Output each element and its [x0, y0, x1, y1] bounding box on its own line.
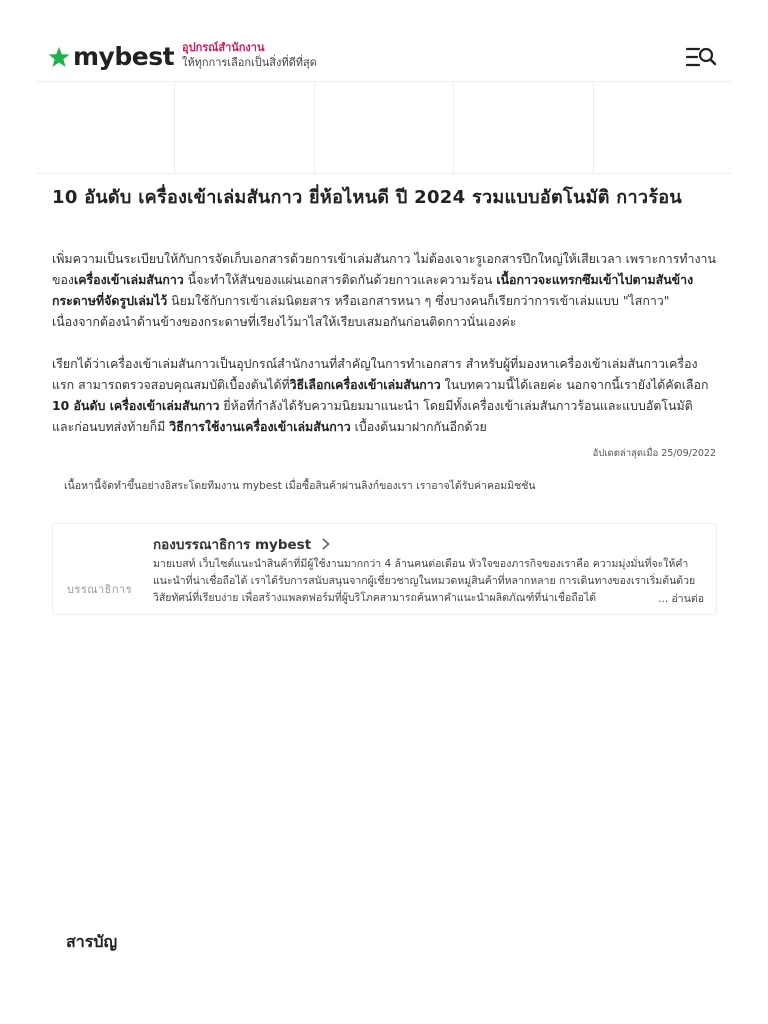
category-tagline: ให้ทุกการเลือกเป็นสิ่งที่ดีที่สุด — [182, 56, 317, 69]
intro-text: ในบทความนี้ได้เลยค่ะ นอกจากนี้เรายังได้คัดเลือก — [440, 377, 709, 392]
intro-paragraph-1 — [52, 248, 718, 332]
category-name[interactable]: อุปกรณ์สำนักงาน — [182, 41, 265, 54]
editor-name: กองบรรณาธิการ mybest — [153, 537, 312, 553]
logo-text: mybest — [73, 42, 175, 71]
intro-text: เรียกได้ว่าเครื่องเข้าเล่มสันกาวเป็นอุปกรณ์สำนักงานที่สำคัญในการทำเอกสาร สำหรับผู้ที่มองหาเครื่องเข้าเล่มสันกาวเครื่องแรก สามารถตรวจสอบคุณสมบัติเบื้องต้นได้ที่ — [52, 356, 698, 392]
intro-text: ยี่ห้อที่กำลังได้รับความนิยมมาแนะนำ โดยมีทั้งเครื่องเข้าเล่มสันกาวร้อนและแบบอัตโนมัติ และก่อนบทส่งท้ายก็มี — [52, 398, 693, 434]
category-block[interactable] — [182, 40, 317, 70]
nav-cell[interactable] — [594, 82, 732, 173]
nav-cell[interactable] — [175, 82, 314, 173]
intro-link-how-to-use[interactable]: วิธีการใช้งานเครื่องเข้าเล่มสันกาว — [169, 419, 351, 434]
article-title: 10 อันดับ เครื่องเข้าเล่มสันกาว ยี่ห้อไหนดี ปี 2024 รวมแบบอัตโนมัติ กาวร้อน — [52, 187, 682, 208]
table-of-contents-title: สารบัญ — [66, 932, 118, 951]
intro-paragraph-2 — [52, 353, 718, 437]
nav-cell[interactable] — [36, 82, 175, 173]
intro-link-ranking[interactable]: 10 อันดับ เครื่องเข้าเล่มสันกาว — [52, 398, 220, 413]
intro-text: นิยมใช้กับการเข้าเล่มนิตยสาร หรือเอกสารหนา ๆ ซึ่งบางคนก็เรียกว่าการเข้าเล่มแบบ "ไสกาว" เนื่องจากต้องนำด้านข้างของกระดาษที่เรียงไว้มาไสให้เรียบเสมอกันก่อนติดกาวนั่นเองค่ะ — [52, 293, 670, 329]
editor-description: มายเบสท์ เว็บไซต์แนะนำสินค้าที่มีผู้ใช้งานมากกว่า 4 ล้านคนต่อเดือน หัวใจของภารกิจของเราคือ ความมุ่งมั่นที่จะให้คำแนะนำที่น่าเชื่อถือได้ เราได้รับการสนับสนุนจากผู้เชี่ยวชาญในหมวดหมู่สินค้าที่หลากหลาย การเดินทางของเราเริ่มต้นด้วยวิสัยทัศน์ที่เรียบง่าย เพื่อสร้างแพลตฟอร์มที่ผู้บริโภคสามารถค้นหาคำแนะนำผลิตภัณฑ์ที่น่าเชื่อถือได้ — [153, 558, 696, 604]
updated-date: อัปเดตล่าสุดเมื่อ 25/09/2022 — [592, 448, 716, 459]
intro-text: นี้จะทำให้สันของแผ่นเอกสารติดกันด้วยกาวและความร้อน — [183, 272, 497, 287]
read-more-link[interactable]: ... อ่านต่อ — [638, 590, 704, 607]
intro-link-how-to-choose[interactable]: วิธีเลือกเครื่องเข้าเล่มสันกาว — [289, 377, 441, 392]
affiliate-disclaimer: เนื้อหานี้จัดทำขึ้นอย่างอิสระโดยทีมงาน mybest เมื่อซื้อสินค้าผ่านลิงก์ของเรา เราอาจได้รับค่าคอมมิชชัน — [64, 480, 536, 492]
menu-search-icon[interactable] — [686, 46, 718, 68]
editor-card — [52, 523, 717, 615]
editor-profile-link[interactable] — [153, 533, 331, 555]
nav-cell[interactable] — [454, 82, 593, 173]
mybest-logo[interactable] — [48, 44, 174, 70]
category-nav-strip — [36, 82, 732, 174]
editor-avatar-label: บรรณาธิการ — [67, 583, 133, 596]
intro-bold: เครื่องเข้าเล่มสันกาว — [73, 272, 184, 287]
site-header — [36, 30, 732, 82]
intro-text: เบื้องต้นมาฝากกันอีกด้วย — [350, 419, 487, 434]
intro-text: เพิ่มความเป็นระเบียบให้กับการจัดเก็บเอกสารด้วยการเข้าเล่มสันกาว ไม่ต้องเจาะรูเอกสารปึกใหญ่ให้เสียเวลา เพราะการทำงานของ — [52, 251, 716, 287]
chevron-right-icon — [321, 538, 331, 550]
star-icon — [48, 46, 70, 68]
nav-cell[interactable] — [315, 82, 454, 173]
article-intro — [52, 248, 718, 458]
intro-bold: เนื้อกาวจะแทรกซึมเข้าไปตามสันข้างกระดาษที่จัดรูปเล่มไว้ — [52, 272, 694, 308]
